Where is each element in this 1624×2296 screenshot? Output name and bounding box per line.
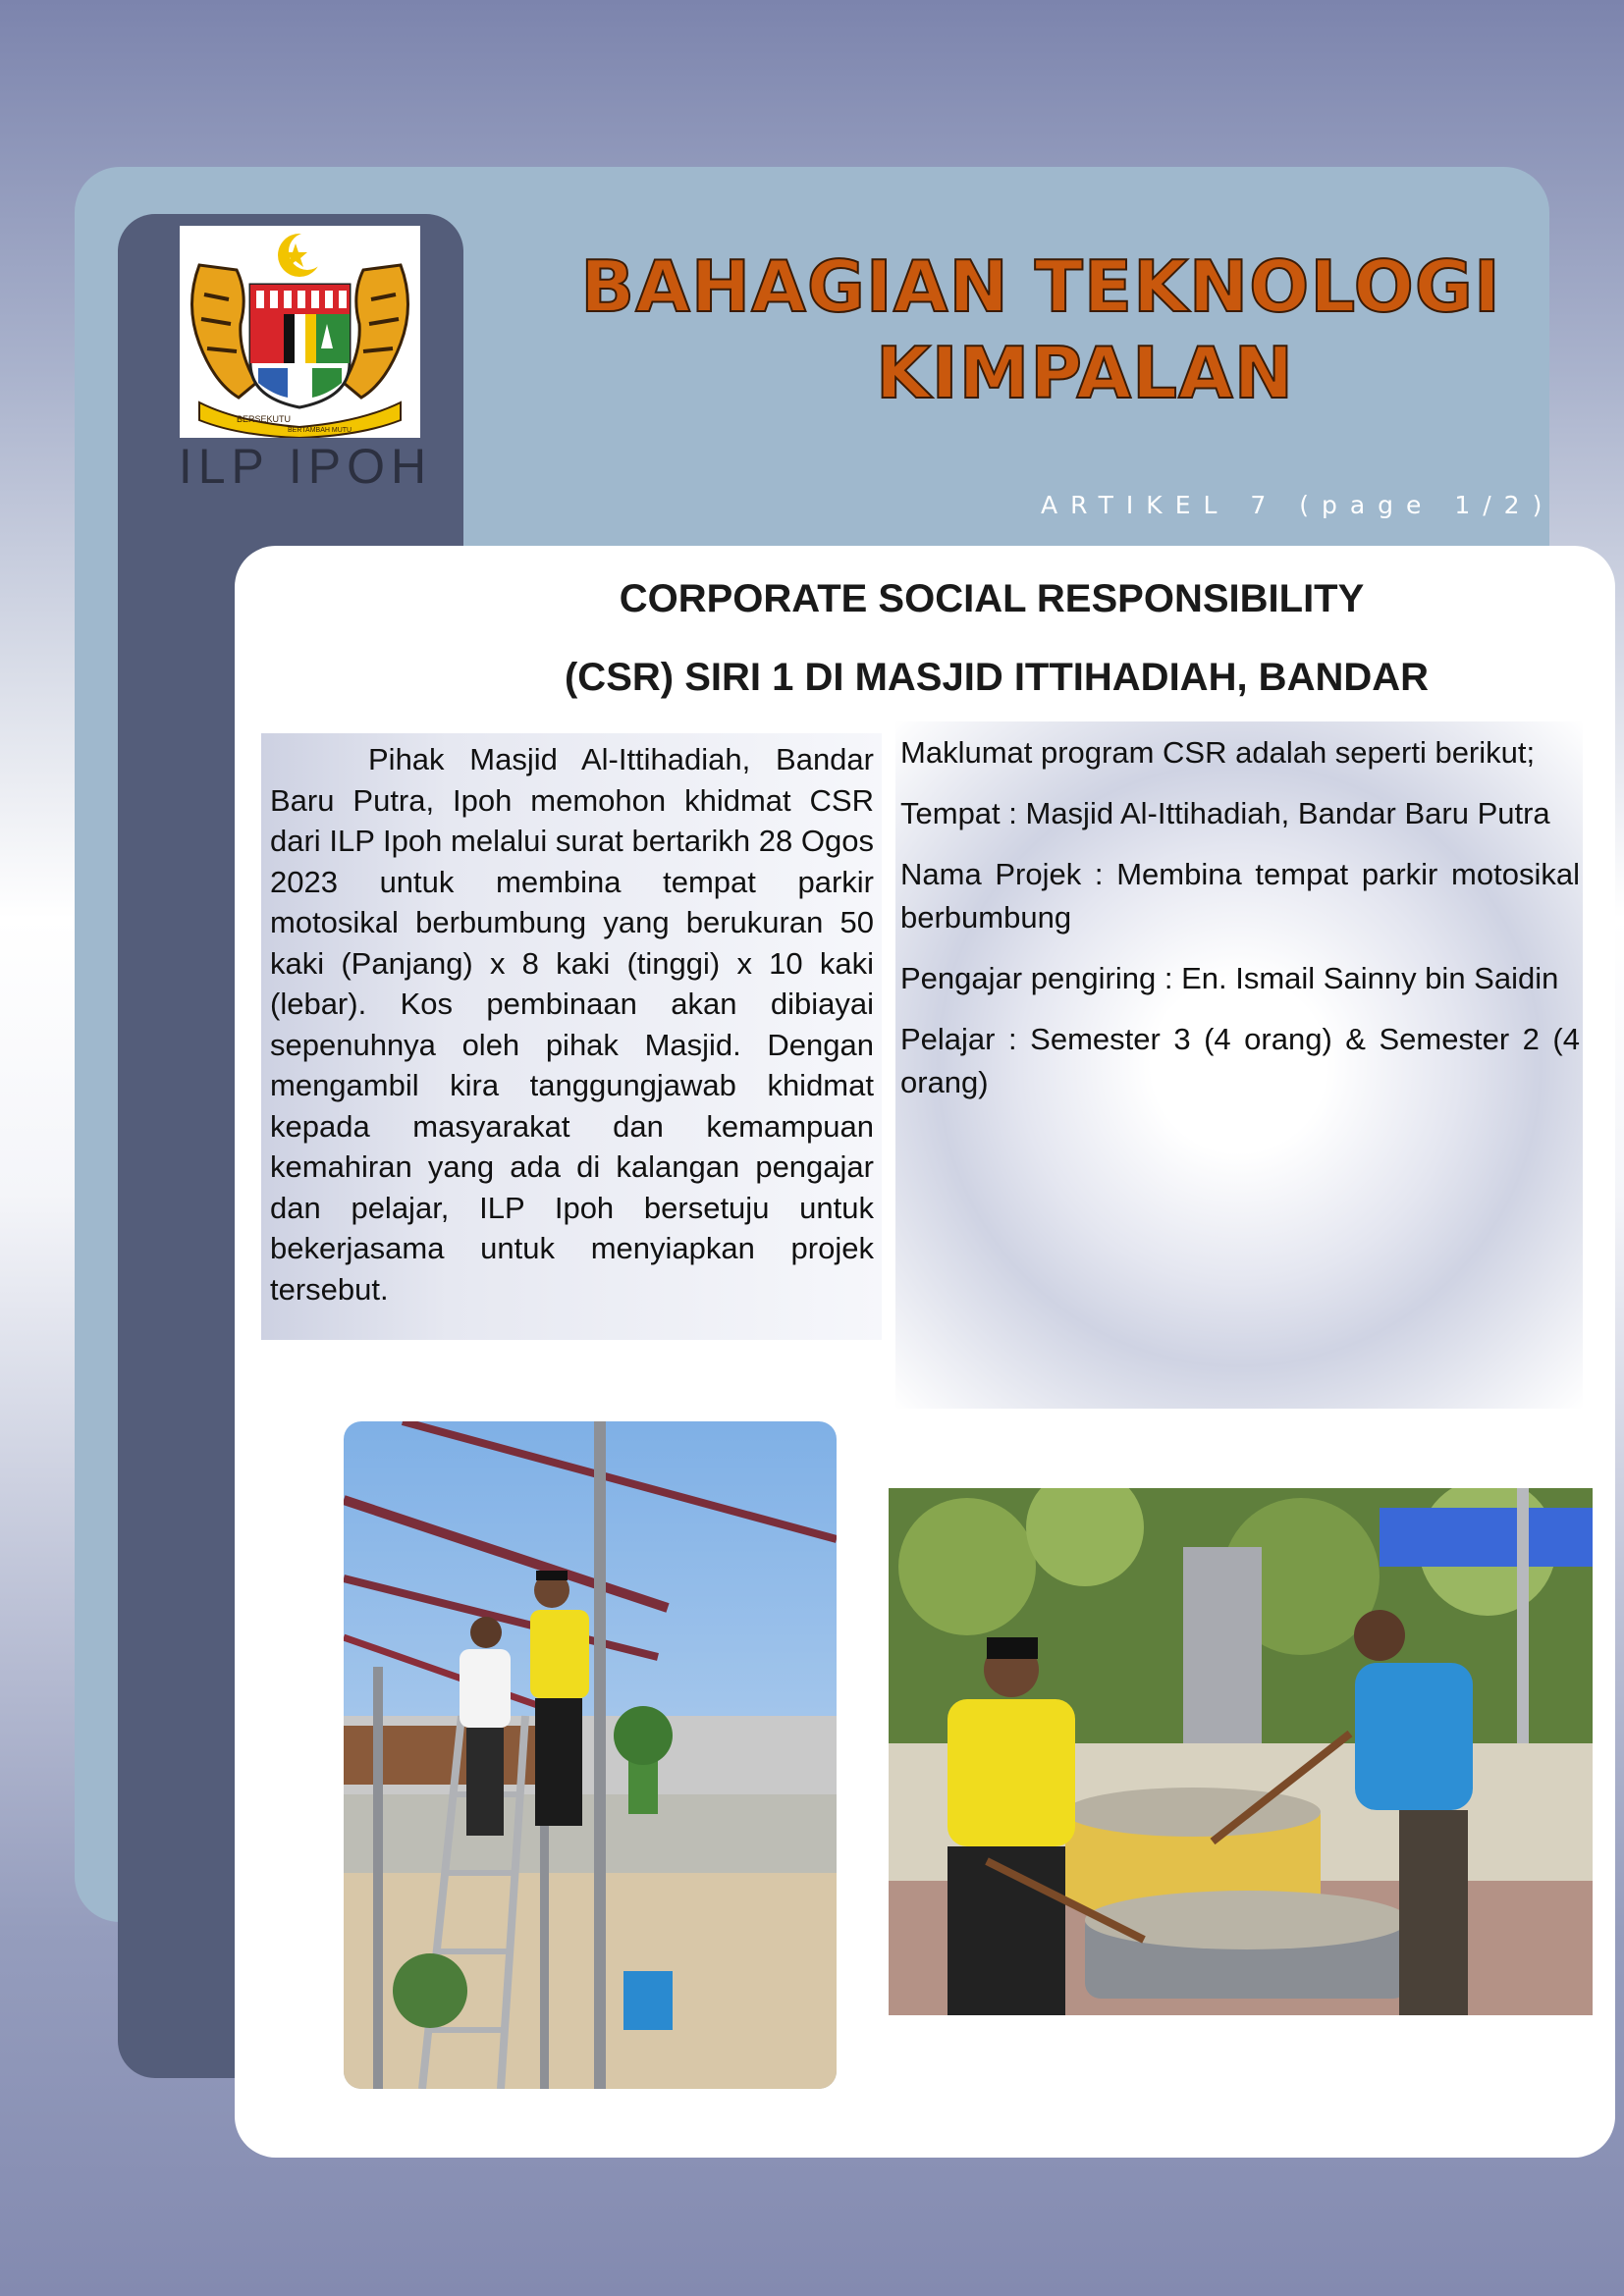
crest-motto-left: BERSEKUTU — [237, 414, 292, 424]
crest-motto-center: BERTAMBAH MUTU — [288, 427, 352, 434]
intro-paragraph: Pihak Masjid Al-Ittihadiah, Bandar Baru Putra, Ipoh memohon khidmat CSR dari ILP Ipoh melalui surat bertarikh 28 Ogos 2023 untuk membina tempat parkir motosikal berbumbung yang berukuran 50 kaki (Panjang) x 8 kaki (tinggi) x 10 kaki (lebar). Kos pembinaan akan dibiayai sepenuhnya oleh pihak Masjid. Dengan mengambil kira tanggungjawab khidmat kepada masyarakat dan kemampuan kemahiran yang ada di kalangan pengajar dan pelajar, ILP Ipoh bersetuju untuk bekerjasama untuk menyiapkan projek tersebut. — [270, 742, 874, 1307]
cement-photo-illustration — [889, 1488, 1593, 2015]
title-line-2: KIMPALAN — [876, 332, 1294, 414]
ladder-photo-illustration — [344, 1421, 837, 2089]
institution-name: ILP IPOH — [178, 439, 433, 494]
title-line-1: BAHAGIAN TEKNOLOGI — [580, 245, 1501, 328]
article-label: ARTIKEL 7 (page 1/2) — [1041, 491, 1555, 519]
program-info-intro: Maklumat program CSR adalah seperti berikut; — [900, 735, 1536, 770]
program-info-nama-projek: Nama Projek : Membina tempat parkir motosikal berbumbung — [900, 857, 1580, 934]
program-info-pelajar: Pelajar : Semester 3 (4 orang) & Semester 2 (4 orang) — [900, 1022, 1580, 1099]
program-info-pengajar: Pengajar pengiring : En. Ismail Sainny bin Saidin — [900, 961, 1559, 995]
photo-ladder-frame-work — [344, 1421, 837, 2089]
article-heading-line-2: (CSR) SIRI 1 DI MASJID ITTIHADIAH, BANDAR — [564, 656, 1430, 699]
article-heading-line-1: CORPORATE SOCIAL RESPONSIBILITY — [619, 577, 1365, 620]
photo-cement-mixing — [889, 1488, 1593, 2015]
page-title — [530, 243, 1551, 416]
crest-icon — [180, 226, 420, 438]
coat-of-arms-logo — [180, 226, 420, 438]
program-info-tempat: Tempat : Masjid Al-Ittihadiah, Bandar Baru Putra — [900, 796, 1550, 830]
program-info — [900, 731, 1580, 1122]
